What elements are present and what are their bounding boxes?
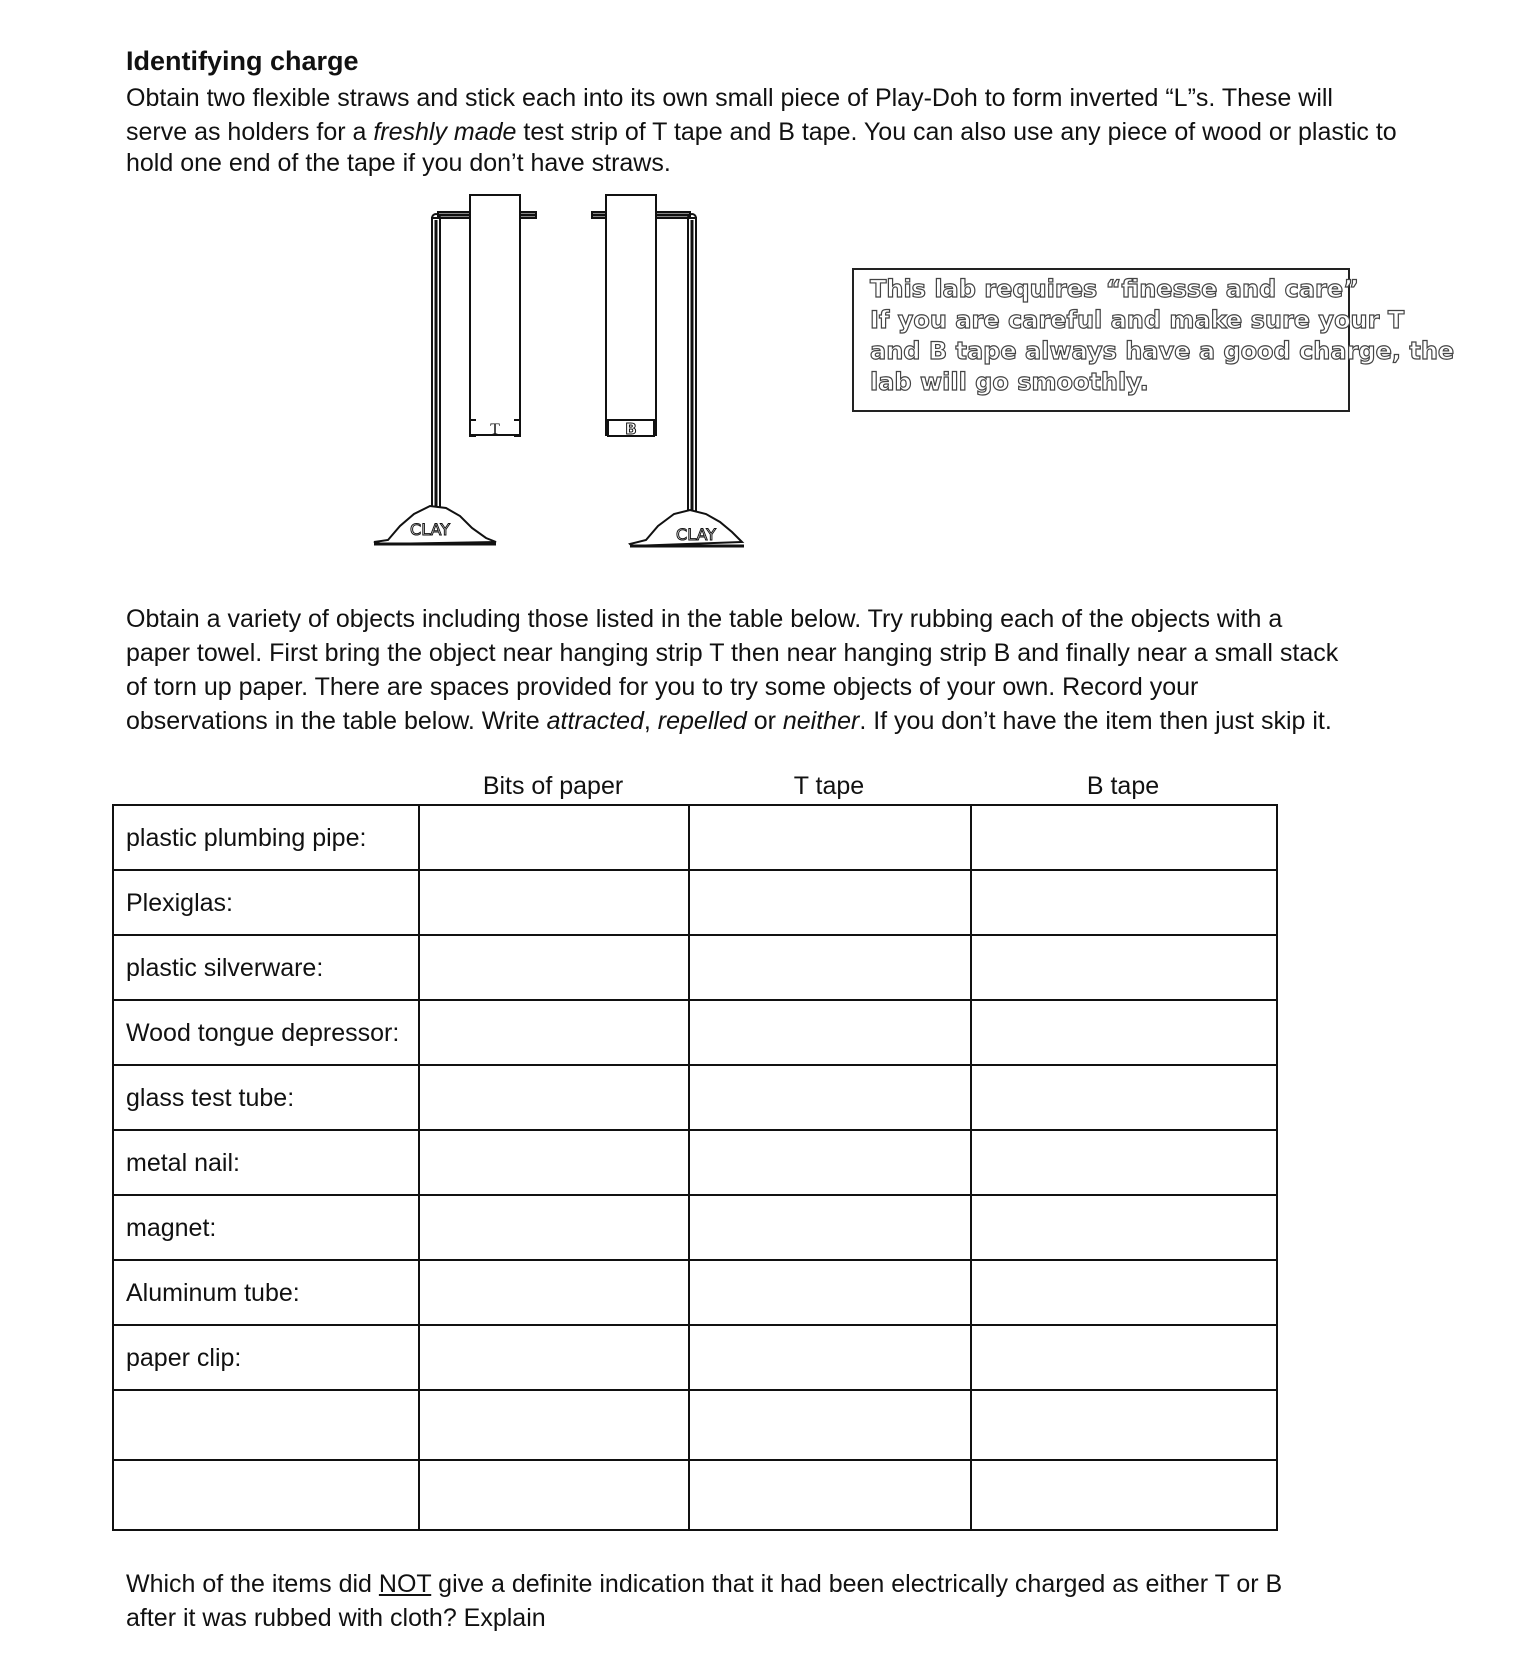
right-tape-strip	[606, 195, 656, 435]
cell-bits-of-paper[interactable]	[419, 1130, 689, 1195]
cell-b-tape[interactable]	[971, 1390, 1277, 1460]
callout-line-2: If you are careful and make sure your T	[870, 306, 1405, 334]
page-title: Identifying charge	[126, 46, 359, 76]
cell-t-tape[interactable]	[689, 870, 971, 935]
cell-t-tape[interactable]	[689, 1460, 971, 1530]
word-attracted: attracted	[546, 707, 644, 735]
right-clay-label: CLAY	[676, 525, 716, 544]
column-header-b-tape: B tape	[1086, 772, 1160, 800]
cell-bits-of-paper[interactable]	[419, 1460, 689, 1530]
word-repelled: repelled	[657, 707, 747, 735]
row-label: Wood tongue depressor:	[113, 1000, 419, 1065]
instructions-line-2: paper towel. First bring the object near hanging strip T then near hanging strip B and finally near a small stack	[126, 639, 1339, 667]
column-header-t-tape: T tape	[793, 772, 865, 800]
table-row	[113, 1195, 1277, 1260]
cell-bits-of-paper[interactable]	[419, 1260, 689, 1325]
instructions-line-4b: ,	[643, 707, 658, 735]
cell-b-tape[interactable]	[971, 1195, 1277, 1260]
table-row	[113, 1390, 1277, 1460]
table-row	[113, 1325, 1277, 1390]
left-clay-label: CLAY	[410, 520, 450, 539]
instructions-line-1: Obtain a variety of objects including those listed in the table below. Try rubbing each of the objects with a	[126, 605, 1283, 633]
column-header-bits-of-paper: Bits of paper	[482, 772, 624, 800]
cell-b-tape[interactable]	[971, 1065, 1277, 1130]
intro-line-3: hold one end of the tape if you don’t have straws.	[126, 149, 671, 177]
intro-paragraph	[126, 81, 1436, 177]
row-label: magnet:	[113, 1195, 419, 1260]
row-label: plastic silverware:	[113, 935, 419, 1000]
row-label: metal nail:	[113, 1130, 419, 1195]
cell-b-tape[interactable]	[971, 1260, 1277, 1325]
cell-b-tape[interactable]	[971, 870, 1277, 935]
callout-line-4: lab will go smoothly.	[870, 368, 1149, 396]
row-label-blank[interactable]	[113, 1460, 419, 1530]
cell-t-tape[interactable]	[689, 1130, 971, 1195]
straw-holder-diagram	[370, 192, 770, 562]
cell-t-tape[interactable]	[689, 1390, 971, 1460]
cell-t-tape[interactable]	[689, 1325, 971, 1390]
cell-t-tape[interactable]	[689, 1000, 971, 1065]
cell-b-tape[interactable]	[971, 1325, 1277, 1390]
cell-t-tape[interactable]	[689, 1260, 971, 1325]
instructions-paragraph	[126, 602, 1436, 738]
instructions-line-3: of torn up paper. There are spaces provided for you to try some objects of your own. Record your	[126, 673, 1199, 701]
cell-bits-of-paper[interactable]	[419, 1325, 689, 1390]
intro-line-2a: serve as holders for a	[126, 118, 374, 146]
cell-bits-of-paper[interactable]	[419, 1065, 689, 1130]
instructions-line-4c: or	[746, 707, 783, 735]
question-paragraph	[126, 1567, 1436, 1635]
table-row	[113, 805, 1277, 870]
intro-line-2b: test strip of T tape and B tape. You can also use any piece of wood or plastic to	[516, 118, 1397, 146]
cell-bits-of-paper[interactable]	[419, 1390, 689, 1460]
right-strip-label: B	[625, 420, 637, 438]
cell-bits-of-paper[interactable]	[419, 1000, 689, 1065]
question-part-b: give a definite indication that it had been electrically charged as either T or B	[431, 1570, 1283, 1598]
callout-line-1: This lab requires “finesse and care”	[870, 275, 1359, 303]
cell-bits-of-paper[interactable]	[419, 935, 689, 1000]
table-row	[113, 870, 1277, 935]
cell-t-tape[interactable]	[689, 1065, 971, 1130]
table-row	[113, 1000, 1277, 1065]
callout-text	[870, 274, 1455, 398]
instructions-line-4d: . If you don’t have the item then just skip it.	[859, 707, 1332, 735]
row-label-blank[interactable]	[113, 1390, 419, 1460]
question-not: NOT	[378, 1570, 432, 1598]
row-label: plastic plumbing pipe:	[113, 805, 419, 870]
observation-table	[112, 804, 1278, 1531]
cell-bits-of-paper[interactable]	[419, 805, 689, 870]
table-row	[113, 935, 1277, 1000]
callout-line-3: and B tape always have a good charge, the	[870, 337, 1455, 365]
word-neither: neither	[782, 707, 860, 735]
row-label: glass test tube:	[113, 1065, 419, 1130]
instructions-line-4a: observations in the table below. Write	[126, 707, 547, 735]
row-label: Plexiglas:	[113, 870, 419, 935]
cell-t-tape[interactable]	[689, 935, 971, 1000]
table-row	[113, 1065, 1277, 1130]
row-label: paper clip:	[113, 1325, 419, 1390]
cell-t-tape[interactable]	[689, 1195, 971, 1260]
cell-b-tape[interactable]	[971, 1000, 1277, 1065]
table-row	[113, 1130, 1277, 1195]
cell-b-tape[interactable]	[971, 935, 1277, 1000]
cell-b-tape[interactable]	[971, 1460, 1277, 1530]
table-row	[113, 1260, 1277, 1325]
intro-emphasis: freshly made	[373, 118, 517, 146]
cell-bits-of-paper[interactable]	[419, 870, 689, 935]
left-strip-label: T	[490, 421, 500, 438]
question-line-2: after it was rubbed with cloth? Explain	[126, 1604, 546, 1632]
intro-line-1: Obtain two flexible straws and stick each into its own small piece of Play-Doh to form inverted “L”s. These will	[126, 84, 1333, 112]
cell-b-tape[interactable]	[971, 1130, 1277, 1195]
table-row	[113, 1460, 1277, 1530]
left-tape-strip	[470, 195, 520, 435]
question-part-a: Which of the items did	[126, 1570, 379, 1598]
cell-bits-of-paper[interactable]	[419, 1195, 689, 1260]
cell-t-tape[interactable]	[689, 805, 971, 870]
row-label: Aluminum tube:	[113, 1260, 419, 1325]
cell-b-tape[interactable]	[971, 805, 1277, 870]
